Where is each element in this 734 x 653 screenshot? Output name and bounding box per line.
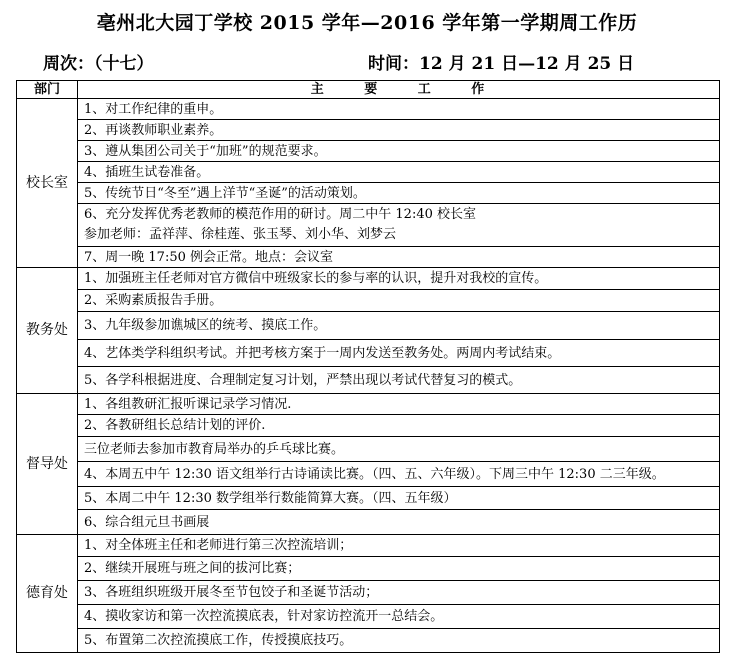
task-item: 6、综合组元旦书画展 [78, 510, 720, 535]
task-item: 7、周一晚 17:50 例会正常。地点：会议室 [78, 247, 720, 268]
table-row [17, 141, 720, 162]
column-header-main: 主 要 工 作 [78, 81, 720, 99]
table-row [17, 268, 720, 290]
table-row [17, 204, 720, 247]
table-row [17, 462, 720, 487]
table-row [17, 162, 720, 183]
table-row [17, 581, 720, 605]
task-item: 5、本周二中午 12:30 数学组举行数能简算大赛。（四、五年级） [78, 487, 720, 510]
table-row [17, 120, 720, 141]
table-row [17, 99, 720, 120]
table-row [17, 605, 720, 629]
table-row [17, 437, 720, 462]
task-item: 1、对全体班主任和老师进行第三次控流培训； [78, 535, 720, 557]
task-item: 2、再谈教师职业素养。 [78, 120, 720, 141]
task-item-line: 参加老师：孟祥萍、徐桂莲、张玉琴、刘小华、刘梦云 [84, 227, 397, 242]
dept-cell-moral-education: 德育处 [17, 535, 78, 653]
table-row [17, 247, 720, 268]
task-item: 2、采购素质报告手册。 [78, 290, 720, 312]
table-row [17, 290, 720, 312]
task-item: 3、九年级参加谯城区的统考、摸底工作。 [78, 312, 720, 340]
table-header-row [17, 81, 720, 99]
table-row [17, 394, 720, 415]
work-schedule-table [16, 80, 720, 653]
task-item-line: 6、充分发挥优秀老教师的模范作用的研讨。周二中午 12:40 校长室 [84, 207, 476, 222]
table-row [17, 340, 720, 367]
table-row [17, 367, 720, 394]
table-row [17, 535, 720, 557]
week-number: 周次：（十七） [43, 54, 154, 74]
task-item [78, 204, 720, 247]
page-title: 亳州北大园丁学校 2015 学年—2016 学年第一学期周工作历 [96, 12, 638, 34]
table-row [17, 183, 720, 204]
task-item: 4、摸收家访和第一次控流摸底表，针对家访控流开一总结会。 [78, 605, 720, 629]
task-item: 3、各班组织班级开展冬至节包饺子和圣诞节活动； [78, 581, 720, 605]
task-item: 2、继续开展班与班之间的拔河比赛； [78, 557, 720, 581]
task-item: 2、各教研组长总结计划的评价. [78, 415, 720, 437]
table-row [17, 510, 720, 535]
task-item: 5、传统节日“冬至”遇上洋节“圣诞”的活动策划。 [78, 183, 720, 204]
table-row [17, 312, 720, 340]
task-item: 三位老师去参加市教育局举办的乒乓球比赛。 [78, 437, 720, 462]
task-item: 3、遵从集团公司关于“加班”的规范要求。 [78, 141, 720, 162]
task-item: 1、对工作纪律的重申。 [78, 99, 720, 120]
task-item: 5、布置第二次控流摸底工作，传授摸底技巧。 [78, 629, 720, 653]
task-item: 5、各学科根据进度、合理制定复习计划，严禁出现以考试代替复习的模式。 [78, 367, 720, 394]
table-row [17, 487, 720, 510]
table-row [17, 415, 720, 437]
task-item: 4、本周五中午 12:30 语文组举行古诗诵读比赛。（四、五、六年级）。下周三中午 12:30 二三年级。 [78, 462, 720, 487]
task-item: 1、各组教研汇报听课记录学习情况. [78, 394, 720, 415]
column-header-dept: 部门 [17, 81, 78, 99]
table-row [17, 557, 720, 581]
date-range: 时间：12 月 21 日—12 月 25 日 [368, 54, 635, 74]
task-item: 4、艺体类学科组织考试。并把考核方案于一周内发送至教务处。两周内考试结束。 [78, 340, 720, 367]
task-item: 1、加强班主任老师对官方微信中班级家长的参与率的认识，提升对我校的宣传。 [78, 268, 720, 290]
table-row [17, 629, 720, 653]
task-item: 4、插班生试卷准备。 [78, 162, 720, 183]
dept-cell-supervision: 督导处 [17, 394, 78, 535]
dept-cell-academic: 教务处 [17, 268, 78, 394]
dept-cell-principal: 校长室 [17, 99, 78, 268]
